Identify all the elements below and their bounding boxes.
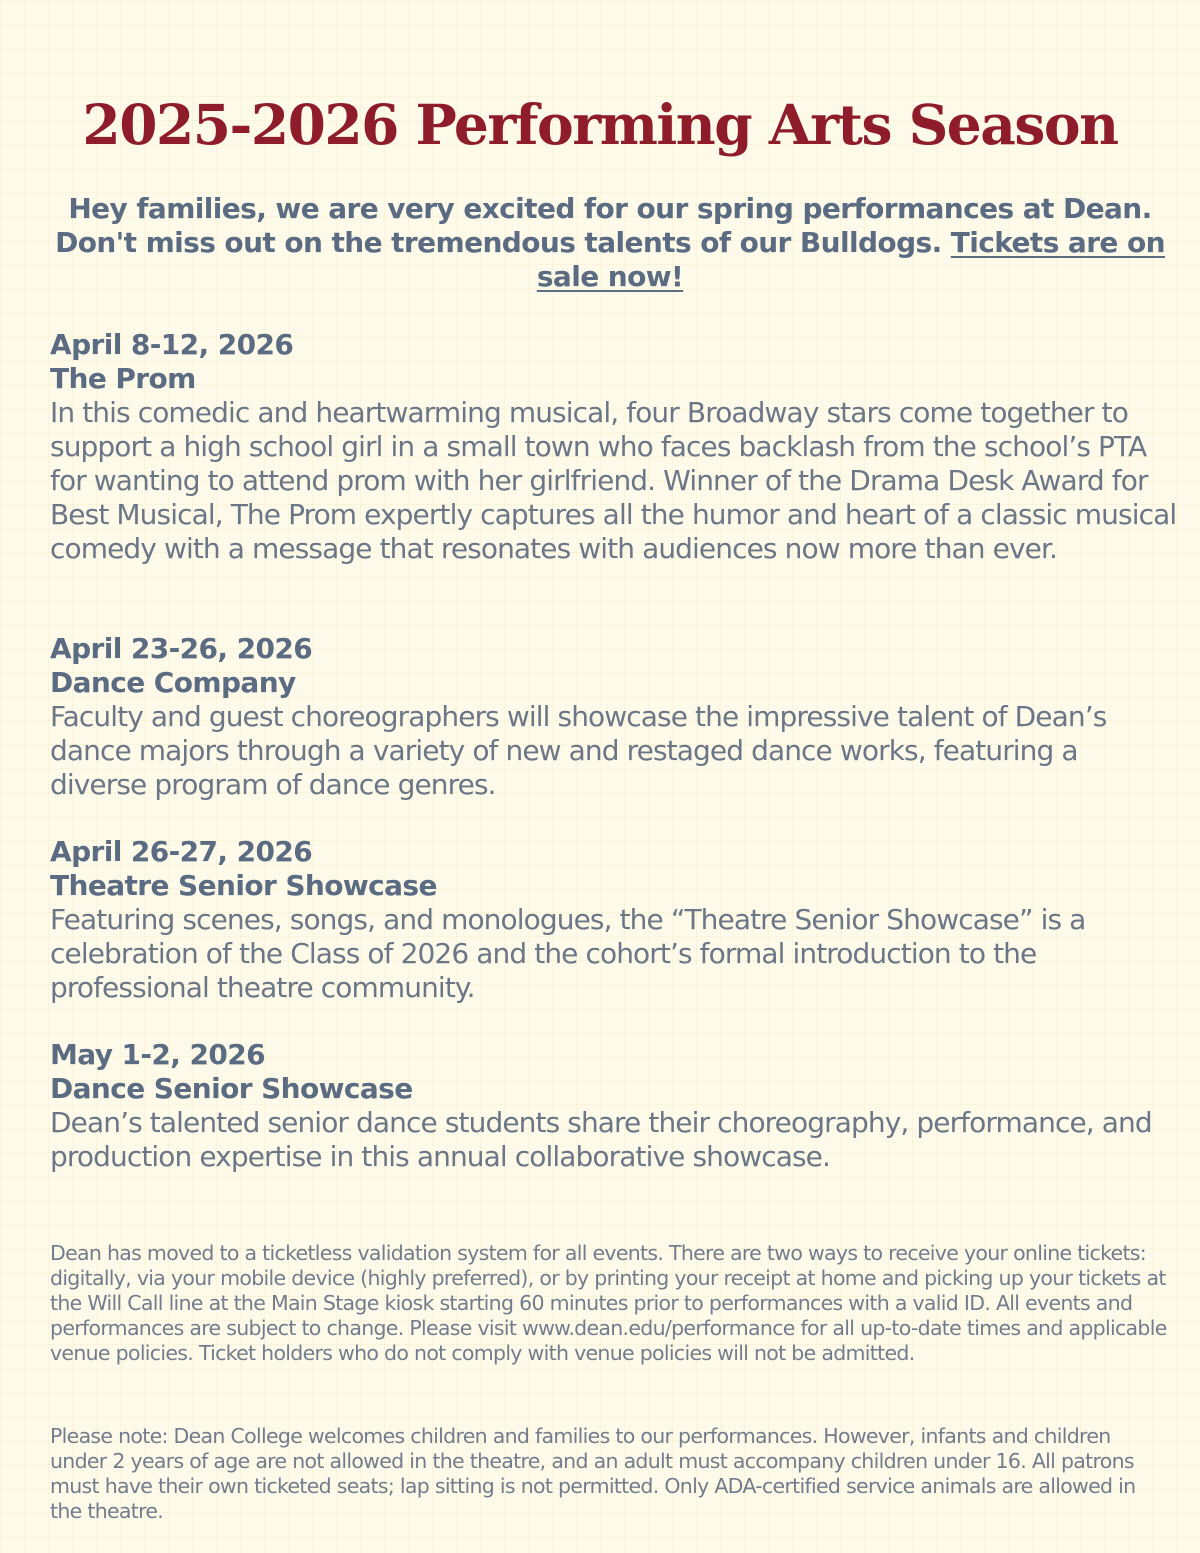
event-description: Faculty and guest choreographers will showcase the impressive talent of Dean’s dance majors through a variety of new and restaged dance works, featuring a diverse program of dance genres. bbox=[50, 700, 1107, 801]
event-dance-company bbox=[50, 632, 1180, 802]
event-name: Dance Company bbox=[50, 666, 296, 699]
intro-paragraph bbox=[40, 192, 1180, 294]
event-dance-senior-showcase bbox=[50, 1038, 1180, 1174]
tickets-link[interactable]: Tickets are on sale now! bbox=[536, 226, 1165, 293]
event-date: May 1-2, 2026 bbox=[50, 1038, 265, 1071]
event-date: April 26-27, 2026 bbox=[50, 835, 313, 868]
event-date: April 23-26, 2026 bbox=[50, 632, 313, 665]
event-theatre-senior-showcase bbox=[50, 835, 1180, 1005]
event-name: Theatre Senior Showcase bbox=[50, 869, 437, 902]
event-the-prom bbox=[50, 328, 1180, 566]
event-name: Dance Senior Showcase bbox=[50, 1072, 413, 1105]
children-policy-notice: Please note: Dean College welcomes children and families to our performances. However, infants and children under 2 years of age are not allowed in the theatre, and an adult must accompany children under 16. All patrons must have their own ticketed seats; lap sitting is not permitted. Only ADA-certified service animals are allowed in the theatre. bbox=[50, 1424, 1136, 1523]
event-description: Featuring scenes, songs, and monologues, the “Theatre Senior Showcase” is a celebration of the Class of 2026 and the cohort’s formal introduction to the professional theatre community. bbox=[50, 903, 1086, 1004]
intro-text: Hey families, we are very excited for our spring performances at Dean. Don't miss out on the tremendous talents of our Bulldogs. bbox=[55, 192, 1152, 259]
event-name: The Prom bbox=[50, 362, 196, 395]
event-description: Dean’s talented senior dance students share their choreography, performance, and production expertise in this annual collaborative showcase. bbox=[50, 1106, 1152, 1173]
event-date: April 8-12, 2026 bbox=[50, 328, 294, 361]
page-title: 2025-2026 Performing Arts Season bbox=[82, 92, 1118, 157]
event-description: In this comedic and heartwarming musical, four Broadway stars come together to support a high school girl in a small town who faces backlash from the school’s PTA for wanting to attend prom with her girlfriend. Winner of the Drama Desk Award for Best Musical, The Prom expertly captures all the humor and heart of a classic musical comedy with a message that resonates with audiences now more than ever. bbox=[50, 396, 1177, 565]
ticketing-notice: Dean has moved to a ticketless validation system for all events. There are two ways to receive your online tickets: digitally, via your mobile device (highly preferred), or by printing your receipt at home and picking up your tickets at the Will Call line at the Main Stage kiosk starting 60 minutes prior to performances with a valid ID. All events and performances are subject to change. Please visit www.dean.edu/performance for all up-to-date times and applicable venue policies. Ticket holders who do not comply with venue policies will not be admitted. bbox=[50, 1241, 1167, 1365]
